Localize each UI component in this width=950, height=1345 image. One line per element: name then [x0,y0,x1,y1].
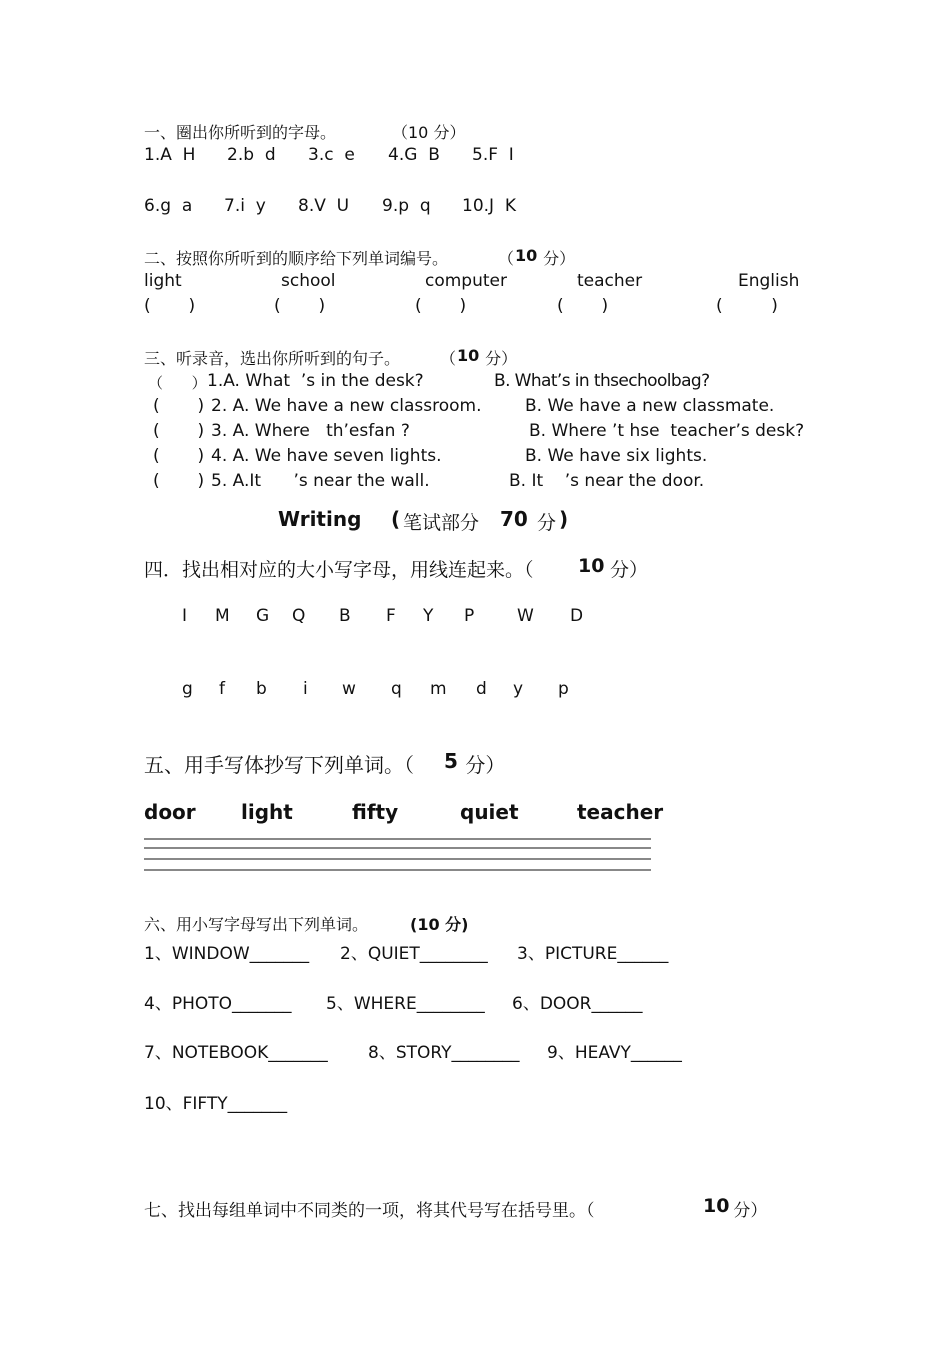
s6-item: 5、WHERE________ [326,994,485,1014]
handwriting-line [144,847,651,849]
s2-score-close: 分） [538,249,576,268]
s2-word: computer [425,271,507,291]
s3-score-open: （ [440,349,457,368]
s1-item: 2.b d [227,145,276,165]
s6-item: 1、WINDOW_______ [144,944,310,964]
s6-item: 3、PICTURE______ [517,944,669,964]
s3-answer-paren: ( ) [153,396,205,416]
writing-paren-close: ) [559,507,569,531]
s4-uppercase-letter: D [570,606,584,626]
s5-score-num: 5 [444,749,458,773]
s2-word: teacher [577,271,643,291]
s3-score-num: 10 [457,346,480,365]
s6-item: 10、FIFTY_______ [144,1094,288,1114]
s6-item: 4、PHOTO_______ [144,994,292,1014]
s1-score: （10 分） [392,123,466,142]
s2-answer-paren: ( ) [557,296,609,316]
s7-heading: 七、找出每组单词中不同类的一项，将其代号写在括号里。（ [144,1201,595,1221]
handwriting-line [144,858,651,860]
handwriting-line [144,838,651,840]
s4-lowercase-letter: i [303,679,308,699]
s4-lowercase-letter: p [558,679,569,699]
s6-heading: 六、用小写字母写出下列单词。 [144,915,369,934]
s4-uppercase-letter: F [386,606,396,626]
s4-uppercase-letter: P [464,606,475,626]
s3-heading: 三、听录音，选出你所听到的句子。 [144,349,401,368]
s4-score-num: 10 [578,555,605,577]
s3-answer-paren: ( ) [153,471,205,491]
s5-heading: 五、用手写体抄写下列单词。（ [144,753,414,777]
s7-score-num: 10 [703,1195,730,1217]
s3-option-b: B. We have six lights. [525,446,708,466]
s2-word: light [144,271,182,291]
s5-word: door [144,800,196,824]
s4-score-close: 分） [604,559,649,581]
s3-option-b: B. We have a new classmate. [525,396,775,416]
s4-lowercase-letter: b [256,679,267,699]
s5-word: fifty [352,800,399,824]
s4-heading: 四．找出相对应的大小写字母，用线连起来。（ [144,559,534,581]
s3-option-a: 5. A.It ’s near the wall. [211,471,430,491]
s2-answer-paren: ( ) [274,296,326,316]
s2-heading: 二、按照你所听到的顺序给下列单词编号。 [144,249,449,268]
s1-heading: 一、圈出你所听到的字母。 [144,123,337,142]
s3-option-a: 4. A. We have seven lights. [211,446,442,466]
writing-paren-open: ( [391,507,401,531]
s4-lowercase-letter: f [219,679,225,699]
writing-unit: 分 [537,512,557,534]
s4-lowercase-letter: m [430,679,447,699]
s6-item: 9、HEAVY______ [547,1043,682,1063]
s3-answer-paren: （ ） [148,374,207,392]
s3-option-a: 2. A. We have a new classroom. [211,396,482,416]
s3-option-b: B. Where ’t hse teacher’s desk? [529,421,805,441]
s3-answer-paren: ( ) [153,421,205,441]
writing-title: Writing [278,507,362,531]
s2-answer-paren: ( ) [716,296,778,316]
s6-item: 6、DOOR______ [512,994,643,1014]
s4-lowercase-letter: q [391,679,402,699]
s1-item: 9.p q [382,196,431,216]
s4-lowercase-letter: g [182,679,193,699]
s1-item: 8.V U [298,196,350,216]
s6-item: 2、QUIET________ [340,944,488,964]
s2-word: English [738,271,800,291]
s6-score: (10 分) [410,915,469,934]
s3-option-b: B. What’s in thsechoolbag? [494,371,710,391]
s1-item: 7.i y [224,196,266,216]
s1-item: 1.A H [144,145,196,165]
s3-option-b: B. It ’s near the door. [509,471,705,491]
s5-word: quiet [460,800,519,824]
writing-label: 笔试部分 [403,512,480,534]
s4-uppercase-letter: Q [292,606,306,626]
s4-uppercase-letter: I [182,606,188,626]
writing-points: 70 [500,507,528,531]
s5-word: teacher [577,800,664,824]
handwriting-line [144,869,651,871]
s2-answer-paren: ( ) [144,296,196,316]
s6-item: 8、STORY________ [368,1043,520,1063]
s1-item: 3.c e [308,145,355,165]
s5-score-close: 分） [459,753,506,777]
s4-uppercase-letter: Y [423,606,434,626]
s2-word: school [281,271,336,291]
s6-item: 7、NOTEBOOK_______ [144,1043,328,1063]
s3-answer-paren: ( ) [153,446,205,466]
s3-score-close: 分） [480,349,518,368]
s2-score-num: 10 [515,246,538,265]
s3-option-a: 3. A. Where th’esfan ? [211,421,410,441]
s4-lowercase-letter: y [513,679,524,699]
s4-uppercase-letter: B [339,606,351,626]
s4-lowercase-letter: w [342,679,356,699]
s7-score-close: 分） [728,1201,768,1221]
s5-word: light [241,800,293,824]
s3-option-a: 1.A. What ’s in the desk? [207,371,424,391]
s4-lowercase-letter: d [476,679,487,699]
s4-uppercase-letter: W [517,606,534,626]
s1-item: 5.F I [472,145,514,165]
s2-answer-paren: ( ) [415,296,467,316]
s4-uppercase-letter: M [215,606,230,626]
s4-uppercase-letter: G [256,606,270,626]
s1-item: 4.G B [388,145,440,165]
s1-item: 10.J K [462,196,517,216]
s2-score-open: （ [498,249,515,268]
s1-item: 6.g a [144,196,193,216]
